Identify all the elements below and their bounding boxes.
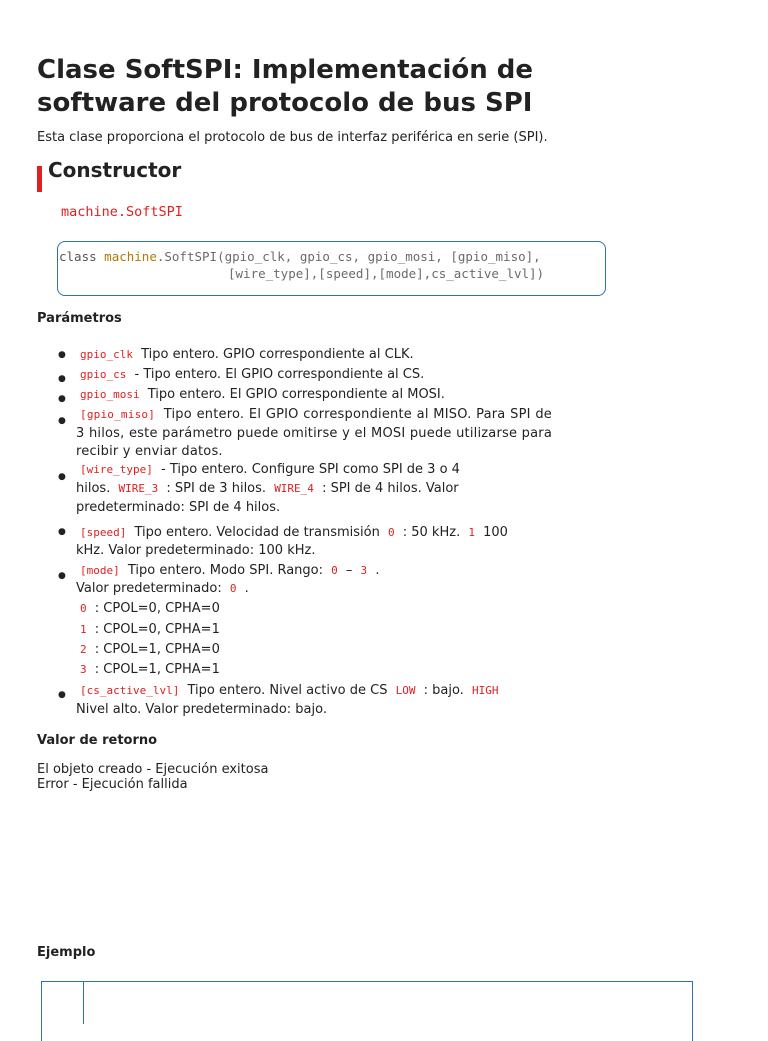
code-signature-rest: .SoftSPI(gpio_clk, gpio_cs, gpio_mosi, [gpio_miso], [156, 249, 541, 264]
param-gpio-mosi [76, 386, 445, 404]
mode-text: : CPOL=1, CPHA=0 [94, 642, 220, 657]
mode-code: 2 [80, 643, 87, 656]
param-text: Tipo entero. Nivel activo de CS [187, 683, 388, 698]
param-text: . [244, 581, 249, 596]
speed0-code: 0 [387, 526, 395, 539]
code-keyword: class [59, 249, 97, 264]
param-text: . [375, 563, 380, 578]
mode-code: 1 [80, 623, 87, 636]
param-code: gpio_clk [80, 348, 133, 361]
mode-text: : CPOL=0, CPHA=0 [94, 601, 220, 616]
code-line-1 [59, 248, 541, 265]
bullet: ● [58, 374, 66, 384]
param-code: [cs_active_lvl] [80, 684, 180, 697]
param-mode-default [76, 580, 249, 598]
param-code: gpio_mosi [80, 388, 140, 401]
param-gpio-clk [76, 346, 414, 364]
params-heading: Parámetros [37, 311, 122, 326]
mode-code: 0 [80, 602, 87, 615]
mode-default-code: 0 [229, 582, 237, 595]
example-heading: Ejemplo [37, 945, 96, 960]
param-text: Tipo entero. Modo SPI. Rango: [127, 563, 323, 578]
param-code: [speed] [80, 526, 127, 539]
param-code: gpio_cs [80, 368, 127, 381]
low-code: LOW [395, 684, 416, 697]
bullet: ● [58, 527, 66, 537]
param-code: [wire_type] [80, 463, 153, 476]
param-speed-line2: kHz. Valor predeterminado: 100 kHz. [76, 543, 316, 558]
param-speed [76, 524, 508, 542]
bullet: ● [58, 416, 66, 426]
param-cs-line2: Nivel alto. Valor predeterminado: bajo. [76, 702, 327, 717]
mode-text: : CPOL=1, CPHA=1 [94, 662, 220, 677]
bullet: ● [58, 571, 66, 581]
mode-option [76, 600, 220, 618]
mode-option [76, 621, 220, 639]
constructor-name: machine.SoftSPI [61, 204, 183, 220]
param-text: Tipo entero. El GPIO correspondiente al MOSI. [147, 387, 445, 402]
param-text: : bajo. [423, 683, 464, 698]
bullet: ● [58, 350, 66, 360]
mode-text: : CPOL=0, CPHA=1 [94, 622, 220, 637]
param-text: Tipo entero. El GPIO correspondiente al MISO. Para SPI de 3 hilos, este parámetro puede omitirse y el MOSI puede utilizarse para recibir y enviar datos. [76, 407, 552, 459]
wire4-code: WIRE_4 [274, 482, 314, 495]
bullet: ● [58, 690, 66, 700]
param-text: Tipo entero. GPIO correspondiente al CLK. [141, 347, 414, 362]
param-text: - Tipo entero. El GPIO correspondiente al CS. [134, 367, 425, 382]
page-title: Clase SoftSPI: Implementación de software del protocolo de bus SPI [37, 55, 534, 118]
param-cs-active-lvl [76, 682, 502, 700]
section-accent-bar [37, 166, 42, 192]
bullet: ● [58, 394, 66, 404]
param-text: : SPI de 4 hilos. Valor [322, 481, 459, 496]
param-text: : 50 kHz. [402, 525, 461, 540]
param-gpio-miso [76, 406, 552, 462]
param-text: hilos. [76, 481, 111, 496]
code-line-2: [wire_type],[speed],[mode],cs_active_lvl]) [228, 266, 545, 281]
constructor-heading: Constructor [48, 158, 182, 182]
return-line-error: Error - Ejecución fallida [37, 777, 188, 792]
mode-max-code: 3 [360, 564, 368, 577]
speed1-code: 1 [468, 526, 475, 539]
high-code: HIGH [471, 684, 499, 697]
bullet: ● [58, 472, 66, 482]
param-text: Valor predeterminado: [76, 581, 222, 596]
return-heading: Valor de retorno [37, 733, 158, 748]
param-code: [mode] [80, 564, 120, 577]
wire3-code: WIRE_3 [118, 482, 159, 495]
return-line-success: El objeto creado - Ejecución exitosa [37, 762, 269, 777]
param-text: Tipo entero. Velocidad de transmisión [134, 525, 380, 540]
param-gpio-cs [76, 366, 424, 384]
param-text: – [345, 563, 353, 578]
line-number-gutter-divider [83, 982, 84, 1024]
mode-option [76, 641, 220, 659]
example-code-box [41, 981, 693, 1041]
param-wire-type-line2 [76, 480, 459, 498]
mode-min-code: 0 [331, 564, 338, 577]
param-text: 100 [483, 525, 508, 540]
intro-text: Esta clase proporciona el protocolo de bus de interfaz periférica en serie (SPI). [37, 130, 548, 145]
param-wire-type [76, 461, 460, 479]
code-module: machine [104, 249, 157, 264]
param-mode [76, 562, 379, 580]
param-code: [gpio_miso] [80, 408, 156, 421]
param-wire-type-line3: predeterminado: SPI de 4 hilos. [76, 500, 281, 515]
mode-option [76, 661, 220, 679]
param-text: - Tipo entero. Configure SPI como SPI de 3 o 4 [161, 462, 460, 477]
mode-code: 3 [80, 663, 87, 676]
param-text: : SPI de 3 hilos. [166, 481, 267, 496]
